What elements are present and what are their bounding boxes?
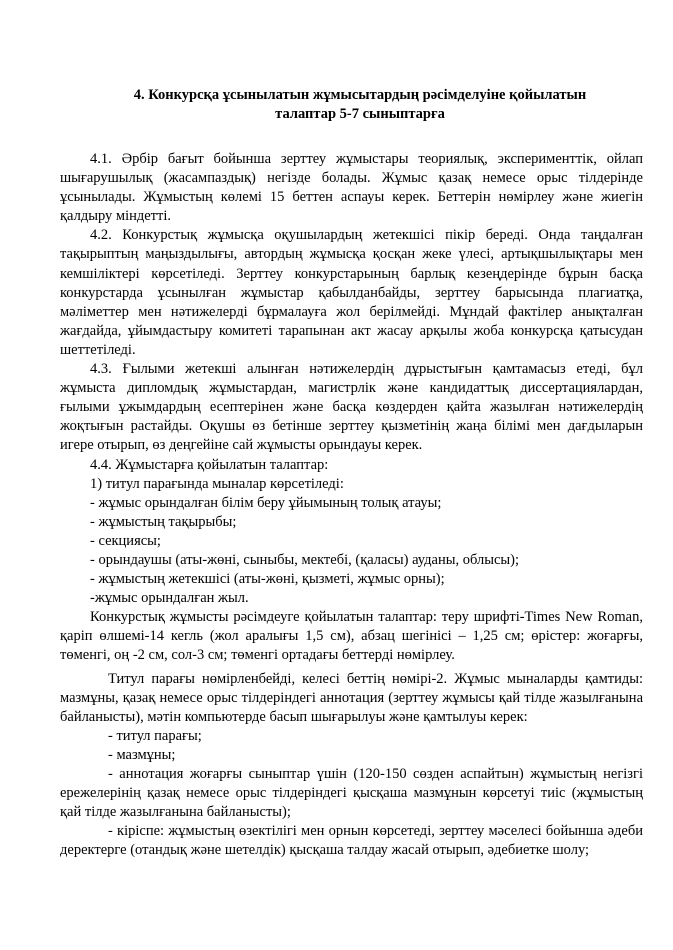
paragraph-4-1: 4.1. Әрбір бағыт бойынша зерттеу жұмыстары теориялық, эксперименттік, ойлап шығарушылық (жасампаздық) негізде болады. Жұмыс қазақ немесе орыс тілдерінде ұсынылады. Жұмыстың көлемі 15 беттен аспауы керек. Беттерін нөмірлеу және жиегін қалдыру міндетті. [60,151,643,225]
paragraph-4-3: 4.3. Ғылыми жетекші алынған нәтижелердің дұрыстығын қамтамасыз етеді, бұл жұмыста дипломдық жұмыстардан, магистрлік және кандидаттық диссертациялардан, ғылыми ұжымдардың есептерінен және басқа көздерден қайта жазылған нәтижелердің жоқтығын растайды. Оқушы өз бетінше зерттеу қызметінің жаңа білімі мен дағдыларын игере отырып, өз деңгейіне сай жұмысты орындауы керек. [60,361,643,454]
introduction-paragraph: - кіріспе: жұмыстың өзектілігі мен орнын көрсетеді, зерттеу мәселесі бойынша әдеби деректерге (отандық және шетелдік) қысқаша талдау жасай отырып, әдебиетке шолу; [60,823,643,859]
document-body [60,150,643,860]
list-item: -жұмыс орындалған жыл. [90,590,249,607]
paragraph-4-4: 4.4. Жұмыстарға қойылатын талаптар: [90,456,329,473]
paragraph-4-2: 4.2. Конкурстық жұмысқа оқушылардың жетекшісі пікір береді. Онда таңдалған тақырыптың маңыздылығы, автордың жұмысқа қосқан жеке үлесі, артықшылықтары мен кемшіліктері көрсетіледі. Зерттеу конкурстарының барлық кезеңдерінде бұрын басқа конкурстарда ұсынылған жұмыстар қабылданбайды, зерттеу барысында плагиатқа, мәліметтер мен нәтижелерді бұрмалауға жол берілмейді. Мұндай фактілер анықталған жағдайда, ұйымдастыру комитеті тарапынан акт жасау арқылы жоба конкурсқа қатысудан шеттетіледі. [60,227,643,358]
list-item: - орындаушы (аты-жөні, сыныбы, мектебі, (қаласы) ауданы, облысы); [90,551,519,568]
contents-item: - мазмұны; [108,746,176,763]
formatting-requirements: Конкурстық жұмысты рәсімдеуге қойылатын талаптар: теру шрифті-Times New Roman, қаріп өлшемі-14 кегль (жол аралығы 1,5 см), абзац шегінісі – 1,25 см; өрістер: жоғарғы, төменгі, оң -2 см, сол-3 см; төменгі ортадағы беттерді нөмірлеу. [60,609,643,664]
title-page-subheading: 1) титул парағында мыналар көрсетіледі: [90,475,344,492]
list-item: - жұмыстың жетекшісі (аты-жөні, қызметі, жұмыс орны); [90,571,445,588]
section-title [60,86,660,124]
list-item: - секциясы; [90,532,161,549]
annotation-paragraph: - аннотация жоғарғы сыныптар үшін (120-150 сөзден аспайтын) жұмыстың негізгі ережелерінің қазақ немесе орыс тілдеріндегі қысқаша мазмұнын көрсетуі тиіс (жұмыстың қай тілде жазылғанына байланысты); [60,766,643,821]
list-item: - жұмыс орындалған білім беру ұйымының толық атауы; [90,494,442,511]
contents-item: - титул парағы; [108,727,202,744]
section-title-line-2: талаптар 5-7 сыныптарға [275,106,445,122]
title-page-paragraph: Титул парағы нөмірленбейді, келесі беттің нөмірі-2. Жұмыс мыналарды қамтиды: мазмұны, қазақ немесе орыс тілдеріндегі аннотация (зерттеу жұмысы қай тілде жазылғанына байланысты), мәтін компьютерде басып шығарылуы және қамтылуы керек: [60,670,643,725]
list-item: - жұмыстың тақырыбы; [90,513,237,530]
section-title-line-1: 4. Конкурсқа ұсынылатын жұмысытардың рәсімделуіне қойылатын [133,87,587,103]
